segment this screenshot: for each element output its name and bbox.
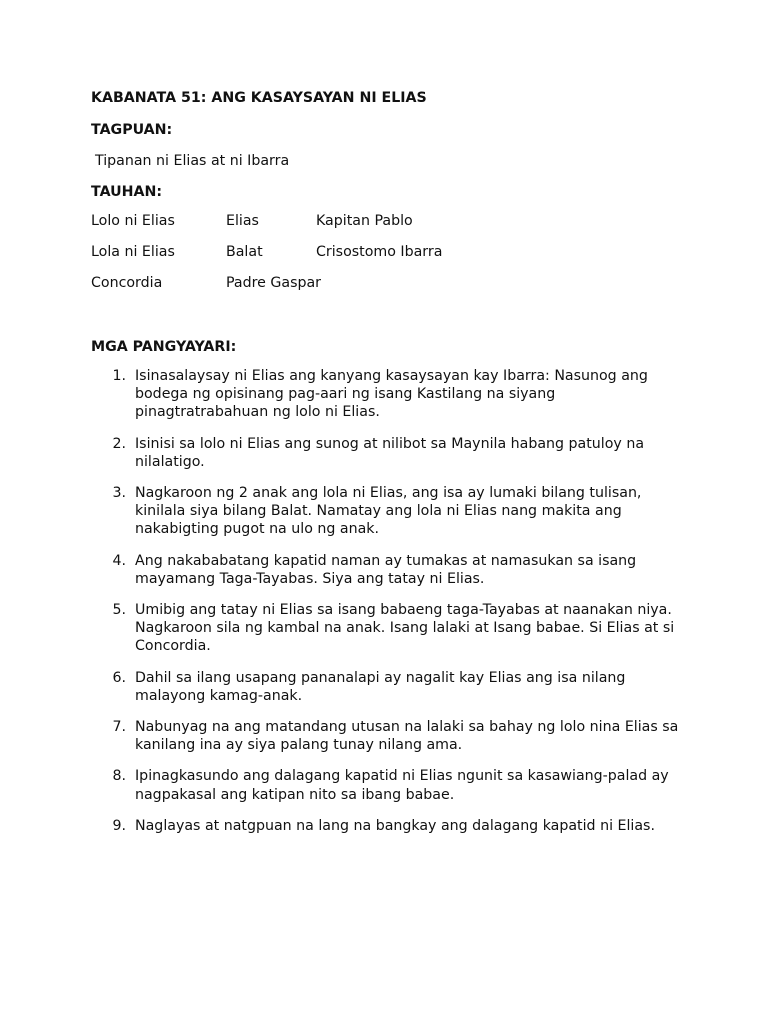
text-line: Naglayas at natgpuan na lang na bangkay ang dalagang kapatid ni Elias. xyxy=(135,817,655,834)
list-item xyxy=(0,435,768,471)
text-line: Nagkaroon sila ng kambal na anak. Isang lalaki at Isang babae. Si Elias at si xyxy=(135,620,675,637)
list-text xyxy=(135,718,680,754)
list-item xyxy=(0,669,768,705)
list-text xyxy=(135,601,680,656)
character-name: Elias xyxy=(226,213,259,229)
list-item xyxy=(0,367,768,422)
text-line: Nabunyag na ang matandang utusan na lalaki sa bahay ng lolo nina Elias sa xyxy=(135,719,679,736)
text-line: kinilala siya bilang Balat. Namatay ang lola ni Elias nang makita ang xyxy=(135,503,622,520)
text-line: nagpakasal ang katipan nito sa ibang babae. xyxy=(135,786,455,803)
character-name: Kapitan Pablo xyxy=(316,213,413,229)
text-line: Ang nakababatang kapatid naman ay tumakas at namasukan sa isang xyxy=(135,552,637,569)
text-line: Isinasalaysay ni Elias ang kanyang kasaysayan kay Ibarra: Nasunog ang xyxy=(135,368,648,384)
list-number: 7. xyxy=(112,719,126,736)
tagpuan-heading: TAGPUAN: xyxy=(91,122,173,138)
list-number: 8. xyxy=(112,768,126,785)
character-name: Balat xyxy=(226,244,263,260)
character-name: Concordia xyxy=(91,275,163,291)
tauhan-heading: TAUHAN: xyxy=(91,184,163,200)
list-text xyxy=(135,484,680,539)
list-item xyxy=(0,552,768,588)
list-text xyxy=(135,435,680,471)
list-text xyxy=(135,367,680,422)
list-text xyxy=(135,767,680,803)
list-item xyxy=(0,484,768,539)
list-number: 4. xyxy=(112,552,126,569)
text-line: Dahil sa ilang usapang pananalapi ay nagalit kay Elias ang isa nilang xyxy=(135,669,626,686)
list-item xyxy=(0,601,768,656)
tagpuan-text: Tipanan ni Elias at ni Ibarra xyxy=(95,153,290,169)
list-number: 5. xyxy=(112,602,126,619)
events-list xyxy=(0,367,768,848)
list-number: 6. xyxy=(112,669,126,686)
document-title: KABANATA 51: ANG KASAYSAYAN NI ELIAS xyxy=(91,90,427,106)
list-number: 1. xyxy=(112,368,126,384)
list-item xyxy=(0,817,768,835)
text-line: Concordia. xyxy=(135,638,211,655)
list-text xyxy=(135,817,680,835)
pangyayari-heading: MGA PANGYAYARI: xyxy=(91,339,237,355)
text-line: malayong kamag-anak. xyxy=(135,687,303,704)
text-line: Umibig ang tatay ni Elias sa isang babaeng taga-Tayabas at naanakan niya. xyxy=(135,602,672,619)
list-item xyxy=(0,767,768,803)
text-line: pinagtratrabahuan ng lolo ni Elias. xyxy=(135,404,380,421)
list-item xyxy=(0,718,768,754)
text-line: mayamang Taga-Tayabas. Siya ang tatay ni Elias. xyxy=(135,570,485,587)
list-text xyxy=(135,552,680,588)
character-name: Lola ni Elias xyxy=(91,244,175,260)
text-line: kanilang ina ay siya palang tunay nilang ama. xyxy=(135,737,463,754)
list-text xyxy=(135,669,680,705)
character-name: Crisostomo Ibarra xyxy=(316,244,443,260)
text-line: Isinisi sa lolo ni Elias ang sunog at nilibot sa Maynila habang patuloy na xyxy=(135,435,645,452)
character-name: Padre Gaspar xyxy=(226,275,321,291)
list-number: 2. xyxy=(112,435,126,452)
text-line: nilalatigo. xyxy=(135,453,205,470)
text-line: nakabigting pugot na ulo ng anak. xyxy=(135,521,379,538)
list-number: 3. xyxy=(112,485,126,502)
text-line: Ipinagkasundo ang dalagang kapatid ni Elias ngunit sa kasawiang-palad ay xyxy=(135,768,669,785)
text-line: bodega ng opisinang pag-aari ng isang Kastilang na siyang xyxy=(135,386,556,403)
list-number: 9. xyxy=(112,817,126,834)
character-name: Lolo ni Elias xyxy=(91,213,175,229)
text-line: Nagkaroon ng 2 anak ang lola ni Elias, ang isa ay lumaki bilang tulisan, xyxy=(135,485,642,502)
